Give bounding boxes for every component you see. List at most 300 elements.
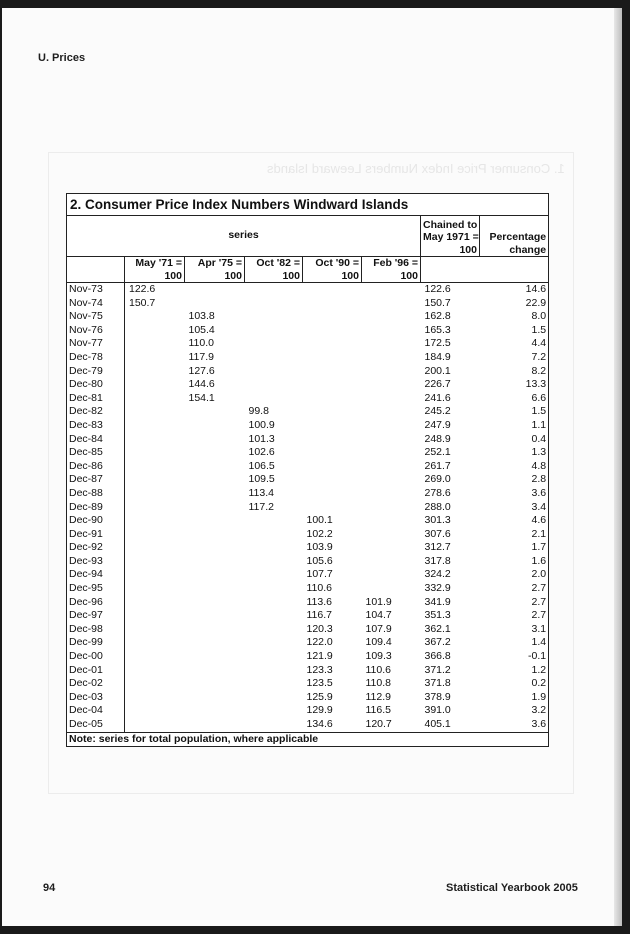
value-apr75: [185, 446, 245, 460]
value-percentage-change: 2.7: [480, 609, 549, 623]
value-apr75: [185, 514, 245, 528]
table-row: [67, 310, 549, 324]
series-col-label: May '71 =: [135, 257, 182, 269]
table-row: [67, 405, 549, 419]
value-oct90: 134.6: [306, 718, 333, 730]
value-may71: [125, 460, 185, 474]
value-oct90: 129.9: [306, 704, 333, 717]
value-oct90: [303, 283, 362, 297]
value-apr75: [185, 704, 245, 718]
publication-title: Statistical Yearbook 2005: [446, 882, 578, 894]
value-chained: 226.7: [424, 378, 451, 391]
series-header: series: [67, 216, 421, 257]
table-row: [67, 501, 549, 515]
value-oct82: [245, 283, 303, 297]
value-oct90: [303, 501, 362, 515]
value-chained: 248.9: [424, 432, 451, 445]
series-col-base: 100: [282, 269, 300, 282]
value-oct90: 123.5: [306, 677, 333, 690]
value-oct90: 121.9: [306, 650, 333, 663]
series-col-oct90: [303, 257, 362, 283]
value-may71: [125, 636, 185, 650]
table-row: [67, 650, 549, 664]
value-chained: 366.8: [424, 650, 451, 663]
value-may71: [125, 568, 185, 582]
value-chained: 351.3: [424, 609, 451, 622]
value-chained: 165.3: [424, 323, 451, 336]
value-may71: [125, 310, 185, 324]
value-percentage-change: 6.6: [480, 392, 549, 406]
value-oct90: 125.9: [306, 690, 333, 703]
value-may71: [125, 596, 185, 610]
row-date: Dec-90: [67, 514, 125, 528]
value-may71: 122.6: [125, 283, 185, 297]
value-oct90: [303, 324, 362, 338]
value-may71: [125, 501, 185, 515]
value-percentage-change: 3.6: [480, 487, 549, 501]
series-col-feb96: [362, 257, 421, 283]
value-feb96: 110.8: [365, 677, 391, 690]
value-oct82: [245, 392, 303, 406]
table-row: [67, 378, 549, 392]
value-oct90: 103.9: [306, 541, 333, 554]
row-date: Nov-76: [67, 324, 125, 338]
value-apr75: 127.6: [188, 364, 215, 377]
table-row: [67, 555, 549, 569]
value-oct90: [303, 378, 362, 392]
value-percentage-change: 2.0: [480, 568, 549, 582]
value-percentage-change: 8.0: [480, 310, 549, 324]
value-oct90: [303, 473, 362, 487]
value-apr75: [185, 460, 245, 474]
value-chained: 391.0: [424, 704, 451, 717]
value-may71: [125, 555, 185, 569]
value-feb96: [362, 555, 421, 569]
value-oct82: [245, 555, 303, 569]
series-col-base: 100: [400, 269, 418, 282]
value-apr75: [185, 650, 245, 664]
series-col-label: Oct '82 =: [256, 257, 300, 269]
value-apr75: [185, 691, 245, 705]
value-chained: 172.5: [424, 337, 451, 350]
value-feb96: [362, 446, 421, 460]
value-apr75: 105.4: [188, 323, 215, 336]
pct-header-line1: Percentage: [489, 231, 547, 243]
value-apr75: [185, 555, 245, 569]
row-date: Dec-95: [67, 582, 125, 596]
value-oct82: [245, 297, 303, 311]
table-row: [67, 636, 549, 650]
value-may71: [125, 487, 185, 501]
value-feb96: [362, 283, 421, 297]
value-oct82: [245, 677, 303, 691]
value-percentage-change: 2.1: [480, 528, 549, 542]
table-title: 2. Consumer Price Index Numbers Windward Islands: [67, 194, 549, 216]
row-date: Dec-79: [67, 365, 125, 379]
table-row: [67, 541, 549, 555]
value-percentage-change: 3.4: [480, 501, 549, 515]
value-apr75: [185, 487, 245, 501]
value-oct82: [245, 704, 303, 718]
value-oct90: [303, 297, 362, 311]
value-feb96: [362, 582, 421, 596]
table-row: [67, 419, 549, 433]
table-row: [67, 460, 549, 474]
value-apr75: [185, 473, 245, 487]
value-oct82: [245, 650, 303, 664]
value-may71: [125, 691, 185, 705]
value-chained: 245.2: [424, 405, 451, 418]
value-oct90: 116.7: [306, 609, 332, 622]
table-row: [67, 623, 549, 637]
row-date: Dec-80: [67, 378, 125, 392]
table-row: [67, 473, 549, 487]
value-percentage-change: 22.9: [480, 297, 549, 311]
value-feb96: 107.9: [365, 622, 392, 635]
value-oct90: [303, 365, 362, 379]
value-may71: [125, 324, 185, 338]
value-feb96: 116.5: [365, 704, 391, 717]
value-apr75: [185, 283, 245, 297]
value-oct82: [245, 718, 303, 732]
table-row: [67, 351, 549, 365]
page-edge-shadow: [614, 8, 622, 926]
value-chained: 241.6: [424, 391, 451, 404]
value-feb96: [362, 487, 421, 501]
value-oct90: 110.6: [306, 582, 332, 595]
value-feb96: [362, 378, 421, 392]
value-oct90: [303, 310, 362, 324]
date-header-blank: [67, 257, 125, 283]
row-date: Nov-75: [67, 310, 125, 324]
value-oct90: [303, 392, 362, 406]
value-oct82: [245, 324, 303, 338]
value-oct90: 122.0: [306, 636, 333, 649]
value-chained: 378.9: [424, 690, 451, 703]
value-chained: 162.8: [424, 310, 451, 323]
value-chained: 307.6: [424, 527, 451, 540]
value-oct90: 113.6: [306, 595, 332, 608]
value-may71: [125, 419, 185, 433]
table-row: [67, 283, 549, 297]
value-may71: [125, 609, 185, 623]
row-date: Dec-85: [67, 446, 125, 460]
value-chained: 278.6: [424, 486, 451, 499]
value-chained: 200.1: [424, 364, 451, 377]
row-date: Dec-99: [67, 636, 125, 650]
value-oct90: [303, 487, 362, 501]
value-percentage-change: 1.7: [480, 541, 549, 555]
row-date: Dec-02: [67, 677, 125, 691]
value-oct90: 105.6: [306, 554, 333, 567]
row-date: Dec-97: [67, 609, 125, 623]
value-oct82: [245, 528, 303, 542]
row-date: Dec-93: [67, 555, 125, 569]
table-row: [67, 677, 549, 691]
value-feb96: 109.3: [365, 650, 392, 663]
value-may71: [125, 392, 185, 406]
value-feb96: [362, 473, 421, 487]
value-oct82: [245, 623, 303, 637]
value-chained: 122.6: [421, 283, 480, 297]
cpi-windward-table: [66, 193, 549, 747]
value-apr75: 154.1: [188, 391, 215, 404]
value-oct82: [245, 609, 303, 623]
value-may71: [125, 405, 185, 419]
value-may71: [125, 514, 185, 528]
value-percentage-change: 14.6: [480, 283, 549, 297]
value-may71: [125, 433, 185, 447]
value-feb96: 120.7: [365, 718, 392, 730]
row-date: Dec-86: [67, 460, 125, 474]
value-may71: [125, 582, 185, 596]
row-date: Dec-91: [67, 528, 125, 542]
value-may71: [125, 473, 185, 487]
value-apr75: [185, 596, 245, 610]
table-row: [67, 392, 549, 406]
table-row: [67, 324, 549, 338]
value-percentage-change: 2.7: [480, 596, 549, 610]
value-oct90: [303, 337, 362, 351]
row-date: Dec-00: [67, 650, 125, 664]
series-col-oct82: [245, 257, 303, 283]
value-apr75: [185, 636, 245, 650]
value-chained: 341.9: [424, 595, 451, 608]
value-oct82: [245, 337, 303, 351]
table-row: [67, 609, 549, 623]
value-chained: 405.1: [424, 718, 451, 730]
table-row: [67, 433, 549, 447]
value-feb96: [362, 568, 421, 582]
table-row: [67, 446, 549, 460]
value-oct90: [303, 419, 362, 433]
value-chained: 301.3: [424, 514, 451, 527]
value-oct82: [245, 541, 303, 555]
value-oct82: [245, 378, 303, 392]
table-row: [67, 487, 549, 501]
value-may71: [125, 378, 185, 392]
value-percentage-change: 1.9: [480, 691, 549, 705]
row-date: Nov-77: [67, 337, 125, 351]
value-chained: 184.9: [424, 350, 451, 363]
value-oct82: 117.2: [248, 500, 274, 513]
value-percentage-change: 1.5: [480, 405, 549, 419]
value-chained: 371.8: [424, 677, 451, 690]
value-oct82: 109.5: [248, 473, 275, 486]
table-row: [67, 568, 549, 582]
value-feb96: [362, 460, 421, 474]
value-chained: 288.0: [424, 500, 451, 513]
value-oct82: [245, 582, 303, 596]
table-row: [67, 514, 549, 528]
value-may71: [125, 446, 185, 460]
value-percentage-change: 1.5: [480, 324, 549, 338]
value-chained: 247.9: [424, 418, 451, 431]
value-oct82: [245, 596, 303, 610]
value-oct82: [245, 691, 303, 705]
value-percentage-change: 4.6: [480, 514, 549, 528]
value-oct82: 102.6: [248, 446, 275, 459]
value-feb96: 110.6: [365, 663, 391, 676]
value-apr75: [185, 297, 245, 311]
value-oct82: [245, 351, 303, 365]
value-chained: 324.2: [424, 568, 451, 581]
value-feb96: [362, 433, 421, 447]
value-chained: 332.9: [424, 582, 451, 595]
table-row: [67, 691, 549, 705]
value-feb96: [362, 419, 421, 433]
value-feb96: 101.9: [365, 595, 392, 608]
value-feb96: [362, 405, 421, 419]
value-percentage-change: 1.6: [480, 555, 549, 569]
table-row: [67, 528, 549, 542]
value-percentage-change: 8.2: [480, 365, 549, 379]
value-chained: 261.7: [424, 459, 451, 472]
value-percentage-change: 2.7: [480, 582, 549, 596]
chained-subheader-blank: [421, 257, 480, 283]
pct-header-line2: change: [509, 243, 547, 256]
series-col-base: 100: [341, 269, 359, 282]
value-feb96: [362, 514, 421, 528]
value-chained: 317.8: [424, 554, 451, 567]
series-col-label: Feb '96 =: [373, 257, 418, 269]
value-chained: 371.2: [424, 663, 451, 676]
value-percentage-change: 4.8: [480, 460, 549, 474]
value-oct90: [303, 433, 362, 447]
series-col-apr75: [185, 257, 245, 283]
row-date: Dec-05: [67, 718, 125, 732]
value-feb96: [362, 324, 421, 338]
value-oct90: [303, 460, 362, 474]
value-feb96: [362, 501, 421, 515]
value-percentage-change: 4.4: [480, 337, 549, 351]
value-apr75: 110.0: [188, 337, 214, 350]
row-date: Dec-87: [67, 473, 125, 487]
value-apr75: [185, 677, 245, 691]
value-chained: 367.2: [424, 636, 451, 649]
value-oct90: [303, 446, 362, 460]
value-may71: 150.7: [129, 296, 156, 309]
page-number: 94: [43, 882, 56, 894]
value-chained: 362.1: [424, 622, 451, 635]
bleed-through-title: 1. Consumer Price Index Numbers Leeward Islands: [267, 161, 565, 176]
table-row: [67, 718, 549, 732]
row-date: Dec-94: [67, 568, 125, 582]
row-date: Dec-89: [67, 501, 125, 515]
table-note: Note: series for total population, where applicable: [67, 732, 549, 747]
value-apr75: [185, 541, 245, 555]
value-may71: [125, 664, 185, 678]
value-apr75: [185, 433, 245, 447]
value-apr75: [185, 528, 245, 542]
value-feb96: [362, 541, 421, 555]
value-oct82: 106.5: [248, 459, 275, 472]
value-feb96: 112.9: [365, 690, 391, 703]
value-percentage-change: 2.8: [480, 473, 549, 487]
value-oct82: [245, 664, 303, 678]
value-percentage-change: 0.2: [480, 677, 549, 691]
value-apr75: 117.9: [188, 350, 214, 363]
value-may71: [125, 650, 185, 664]
value-apr75: [185, 568, 245, 582]
value-feb96: [362, 365, 421, 379]
value-feb96: [362, 297, 421, 311]
value-oct82: [245, 568, 303, 582]
row-date: Dec-83: [67, 419, 125, 433]
value-chained: 150.7: [424, 296, 451, 309]
value-oct82: [245, 636, 303, 650]
chained-header-line1: Chained to: [423, 218, 478, 231]
table-body: [67, 283, 549, 733]
percentage-header: [480, 216, 549, 257]
value-chained: 252.1: [424, 446, 451, 459]
value-may71: [125, 718, 185, 732]
row-date: Nov-74: [67, 297, 125, 311]
value-oct90: 107.7: [306, 568, 333, 581]
value-apr75: 144.6: [188, 378, 215, 391]
value-oct82: 100.9: [248, 418, 275, 431]
row-date: Dec-82: [67, 405, 125, 419]
table-row: [67, 704, 549, 718]
pct-subheader-blank: [480, 257, 549, 283]
row-date: Dec-01: [67, 664, 125, 678]
value-may71: [125, 528, 185, 542]
value-percentage-change: 1.1: [480, 419, 549, 433]
value-percentage-change: 3.2: [480, 704, 549, 718]
table-row: [67, 596, 549, 610]
value-may71: [125, 351, 185, 365]
row-date: Dec-78: [67, 351, 125, 365]
table-row: [67, 582, 549, 596]
value-apr75: [185, 664, 245, 678]
value-oct90: 120.3: [306, 622, 333, 635]
value-feb96: 104.7: [365, 609, 392, 622]
value-may71: [125, 677, 185, 691]
value-percentage-change: 1.2: [480, 664, 549, 678]
row-date: Dec-92: [67, 541, 125, 555]
table-row: [67, 337, 549, 351]
value-oct82: [245, 365, 303, 379]
table-row: [67, 365, 549, 379]
series-col-may71: [125, 257, 185, 283]
value-apr75: [185, 609, 245, 623]
value-oct90: 100.1: [306, 514, 333, 527]
value-apr75: 103.8: [188, 310, 215, 323]
value-feb96: [362, 351, 421, 365]
value-percentage-change: 7.2: [480, 351, 549, 365]
value-percentage-change: 0.4: [480, 433, 549, 447]
series-col-label: Apr '75 =: [197, 257, 242, 269]
value-oct90: [303, 351, 362, 365]
row-date: Dec-84: [67, 433, 125, 447]
row-date: Dec-96: [67, 596, 125, 610]
value-may71: [125, 623, 185, 637]
value-oct90: 102.2: [306, 527, 333, 540]
value-oct82: 101.3: [248, 432, 275, 445]
value-apr75: [185, 501, 245, 515]
value-chained: 269.0: [424, 473, 451, 486]
value-percentage-change: 3.6: [480, 718, 549, 732]
value-chained: 312.7: [424, 541, 451, 554]
row-date: Dec-04: [67, 704, 125, 718]
series-col-label: Oct '90 =: [315, 257, 359, 269]
table-row: [67, 664, 549, 678]
value-apr75: [185, 623, 245, 637]
value-apr75: [185, 419, 245, 433]
value-feb96: [362, 310, 421, 324]
value-percentage-change: 3.1: [480, 623, 549, 637]
value-may71: [125, 365, 185, 379]
